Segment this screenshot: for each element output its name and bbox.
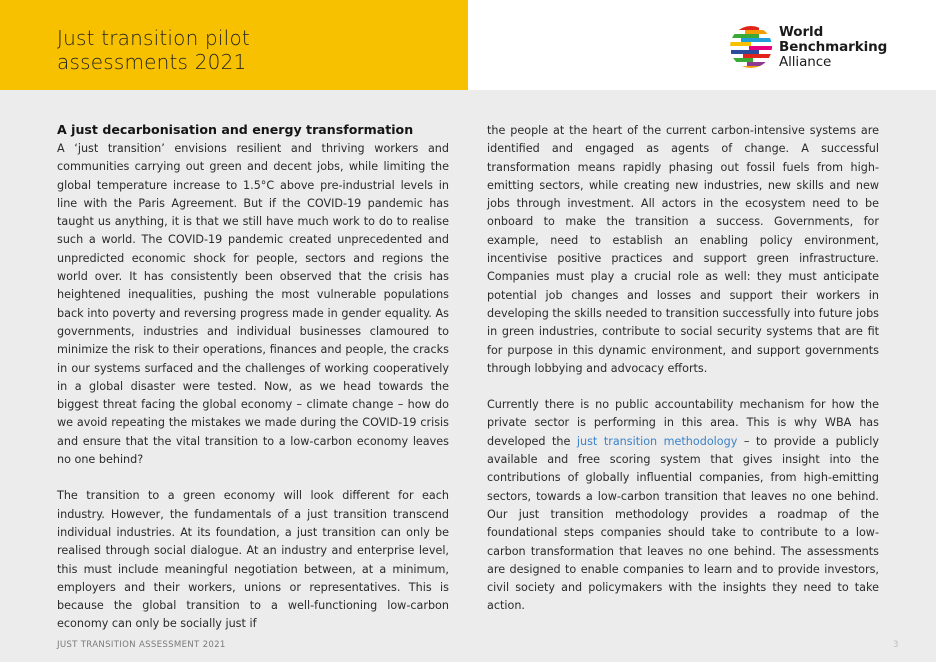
title-line-2: assessments 2021 <box>57 50 247 74</box>
logo-line-world: World <box>779 24 824 40</box>
paragraph-4 <box>487 396 879 616</box>
paragraph-1: A ‘just transition’ envisions resilient and thriving workers and communities carrying out green and decent jobs, while limiting the global temperature increase to 1.5°C above pre-industrial levels in line with the Paris Agreement. But if the COVID-19 pandemic has taught us anything, it is that we still have much work to do to realise such a world. The COVID-19 pandemic created unprecedented and unpredicted economic shock for people, sectors and regions the world over. It has consistently been observed that the crisis has heightened inequalities, pushing the most vulnerable populations back into poverty and reversing progress made in gender equality. As governments, industries and individual businesses clamoured to minimize the risk to their operations, finances and people, the cracks in our systems surfaced and the challenges of working cooperatively in a global disaster were tested. Now, as we head towards the biggest threat facing the global economy – climate change – how do we avoid repeating the mistakes we made during the COVID-19 crisis and ensure that the vital transition to a low-carbon economy leaves no one behind? <box>57 142 449 467</box>
paragraph-4-text-start: Currently there is no public accountability mechanism for how the private sector is performing in this area. This is why WBA has developed the <box>487 398 879 448</box>
wba-striped-globe-icon <box>729 24 773 72</box>
page-title <box>57 26 457 74</box>
title-line-1: Just transition pilot <box>57 26 250 50</box>
logo-line-alliance: Alliance <box>779 54 832 70</box>
section-heading: A just decarbonisation and energy transformation <box>57 122 414 137</box>
left-column <box>57 120 449 652</box>
methodology-link[interactable]: just transition methodology <box>576 434 738 448</box>
wba-logo <box>729 24 889 72</box>
page-number: 3 <box>893 640 899 650</box>
paragraph-2: The transition to a green economy will look different for each industry. However, the fundamentals of a just transition transcend individual industries. At its foundation, a just transition can only be realised through social dialogue. At an industry and enterprise level, this must include meaningful negotiation between, at a minimum, employers and their workers, unions or representatives. This is because the global transition to a well-functioning low-carbon economy can only be socially just if <box>57 489 449 631</box>
logo-line-benchmarking: Benchmarking <box>779 39 888 55</box>
logo-wordmark <box>779 25 887 70</box>
title-block <box>0 0 468 90</box>
paragraph-4-text-end: – to provide a publicly available and free scoring system that gives insight into the contributions of globally influential companies, from high-emitting sectors, towards a low-carbon transition that leaves no one behind. Our just transition methodology provides a roadmap of the foundational steps companies should take to contribute to a low-carbon transformation that leaves no one behind. The assessments are designed to enable companies to learn and to provide investors, civil society and policymakers with the insights they need to take action. <box>487 434 879 613</box>
paragraph-3: the people at the heart of the current carbon-intensive systems are identified and engaged as agents of change. A successful transformation means rapidly phasing out fossil fuels from high-emitting sectors, while creating new industries, new skills and new jobs through investment. All actors in the ecosystem need to be onboard to make the transition a success. Governments, for example, need to establish an enabling policy environment, incentivise positive practices and support green infrastructure. Companies must play a crucial role as well: they must anticipate potential job changes and losses and support their workers in developing the skills needed to transition successfully into future jobs in green industries, contribute to social security systems that are fit for purpose in this dynamic environment, and support governments through lobbying and advocacy efforts. <box>487 124 879 375</box>
footer-title: JUST TRANSITION ASSESSMENT 2021 <box>57 640 226 650</box>
right-column <box>487 122 879 634</box>
